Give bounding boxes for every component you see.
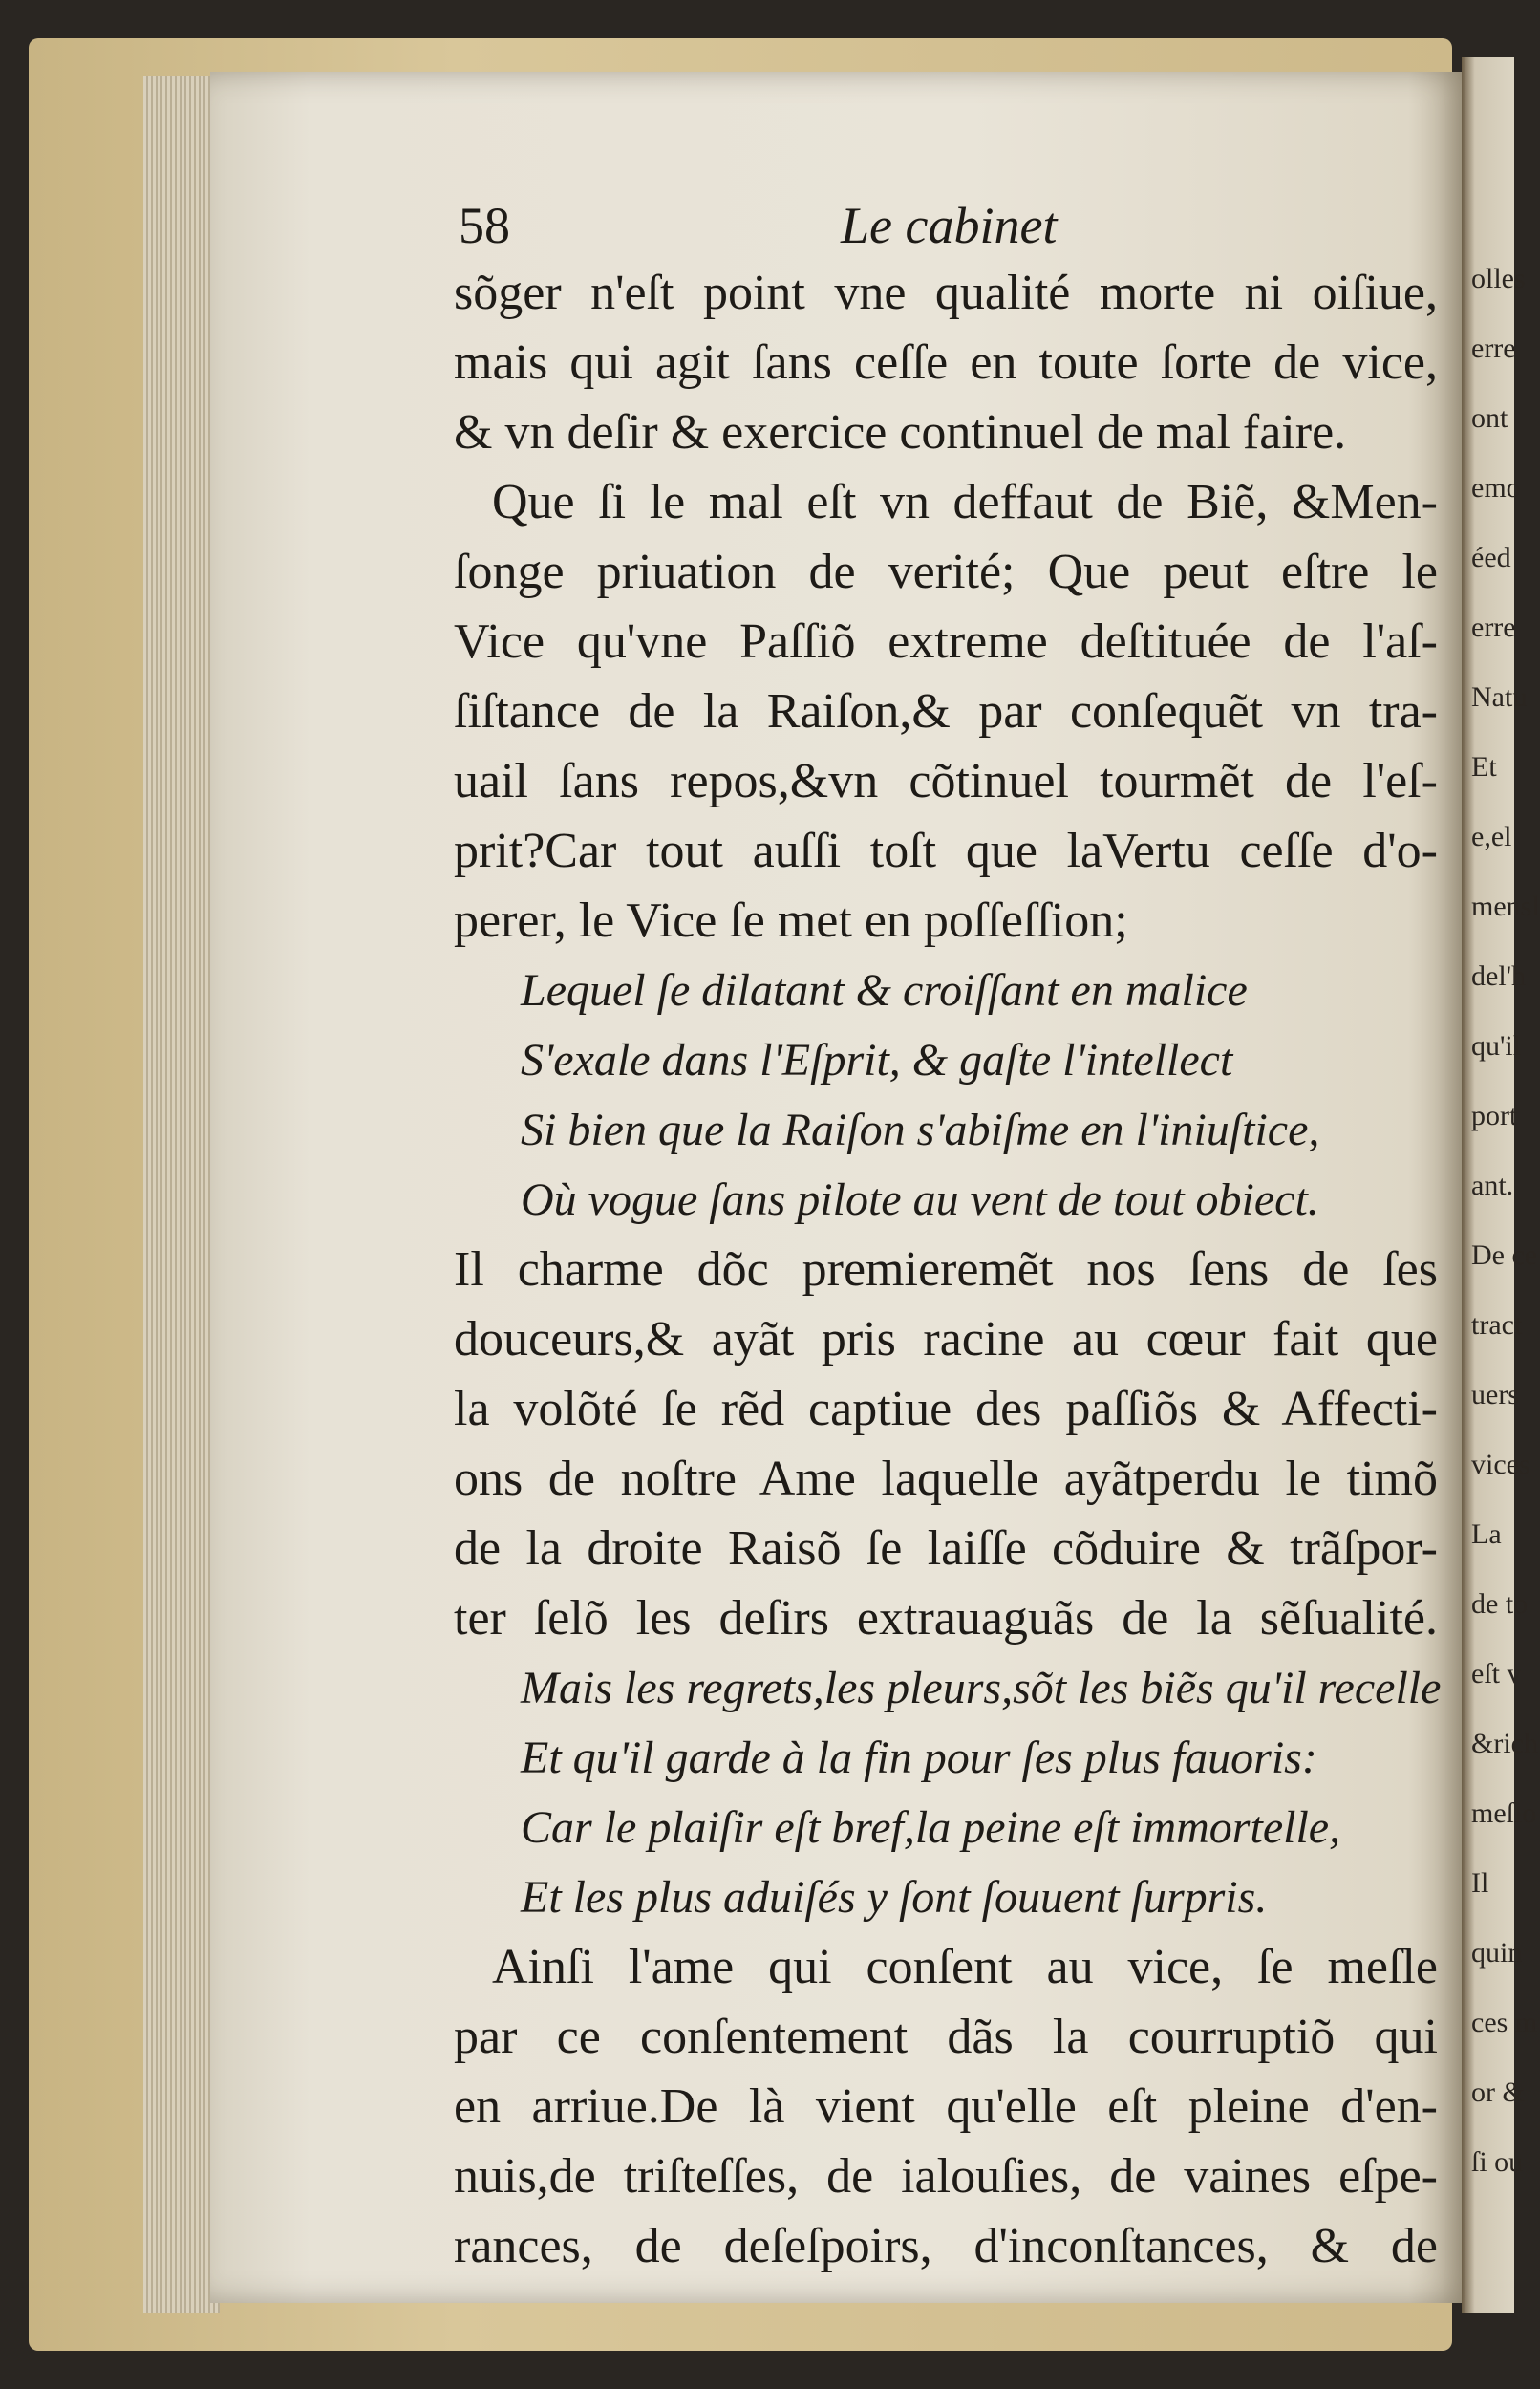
facing-page-fragment: Il [1471,1867,1489,1899]
text-line: nuis,de triſteſſes, de ialouſies, de vaines eſpe- [454,2149,1438,2204]
verse-line: Où vogue ſans pilote au vent de tout obiect. [521,1174,1319,1225]
facing-page-fragment: ant. [1471,1170,1514,1201]
facing-page-fragment: olles [1471,263,1526,294]
page-number: 58 [459,197,510,254]
text-line: perer, le Vice ſe met en poſſeſſion; [454,893,1128,948]
verse-line: Si bien que la Raiſon s'abiſme en l'iniuſtice, [521,1105,1320,1155]
verse-line: S'exale dans l'Eſprit, & gaſte l'intellect [521,1035,1233,1086]
verse-line: Mais les regrets,les pleurs,sõt les biẽs qu'il recelle [521,1663,1442,1713]
text-line: sõger n'eſt point vne qualité morte ni oiſiue, [454,266,1438,320]
page-edges [143,76,220,2313]
facing-page-fragment: De ce [1471,1239,1538,1271]
text-line: ſonge priuation de verité; Que peut eſtre le [454,545,1438,599]
text-line: ons de noſtre Ame laquelle ayãtperdu le timõ [454,1452,1438,1506]
facing-page-fragment: erre [1471,333,1516,364]
facing-page-fragment: tract [1471,1309,1523,1341]
verse-line: Et qu'il garde à la fin pour ſes plus fauoris: [521,1733,1317,1783]
facing-page-fragment: port [1471,1100,1518,1131]
text-line: de la droite Raisõ ſe laiſſe cõduire & trãſpor- [454,1521,1438,1576]
facing-page-fragment: ces m [1471,2007,1538,2038]
facing-page-fragment: emo [1471,472,1521,504]
facing-page-fragment: La [1471,1518,1502,1550]
text-line: uail ſans repos,&vn cõtinuel tourmẽt de l'eſ- [454,754,1438,808]
text-line: douceurs,& ayãt pris racine au cœur fait que [454,1312,1438,1367]
facing-page-fragment: quin [1471,1937,1523,1969]
text-line: Vice qu'vne Paſſiõ extreme deſtituée de l'aſ- [454,614,1438,669]
verse-line: Et les plus aduiſés y ſont ſouuent ſurpris. [521,1872,1268,1923]
text-line: en arriue.De là vient qu'elle eſt pleine d'en- [454,2079,1438,2134]
text-line: la volõté ſe rẽd captiue des paſſiõs & Affecti- [454,1382,1438,1436]
facing-page-fragment: éed [1471,542,1511,573]
facing-page-fragment: Natu [1471,681,1528,713]
text-line: Ainſi l'ame qui conſent au vice, ſe meſle [492,1940,1438,1994]
facing-page-fragment: uers [1471,1379,1519,1410]
facing-page-fragment: ſi ou [1471,2146,1524,2178]
text-line: par ce conſentement dãs la courruptiõ qui [454,2010,1438,2064]
text-line: Il charme dõc premieremẽt nos ſens de ſes [454,1242,1438,1297]
facing-page-fragment: &rich [1471,1728,1538,1759]
facing-page-fragment: vices [1471,1449,1530,1480]
facing-page-fragment: erre [1471,612,1516,643]
facing-page-fragment: qu'il [1471,1030,1522,1062]
facing-page-fragment: or & [1471,2077,1525,2108]
text-line: & vn deſir & exercice continuel de mal faire. [454,405,1347,460]
facing-page-fragment: de to [1471,1588,1529,1620]
running-head: Le cabinet [841,197,1058,254]
facing-page-fragment: mensl [1471,891,1540,922]
text-line: mais qui agit ſans ceſſe en toute ſorte de vice, [454,335,1438,390]
facing-page-fragment: Et [1471,751,1497,783]
page-text [454,258,1442,2281]
facing-page-fragment: e,el [1471,821,1512,852]
verse-line: Lequel ſe dilatant & croiſſant en malice [521,965,1248,1016]
text-line: rances, de deſeſpoirs, d'inconſtances, & de [454,2219,1438,2273]
facing-page-fragment: meſlo [1471,1797,1537,1829]
text-line: Que ſi le mal eſt vn deffaut de Biẽ, &Men- [492,475,1438,529]
facing-page-edge [1462,57,1540,2313]
facing-page-fragment: ont [1471,402,1508,434]
verse-line: Car le plaiſir eſt bref,la peine eſt immortelle, [521,1802,1341,1853]
facing-page-fragment: eſt v [1471,1658,1522,1690]
text-line: ter ſelõ les deſirs extrauaguãs de la sẽſualité. [454,1591,1438,1646]
text-line: prit?Car tout auſſi toſt que laVertu ceſſe d'o- [454,824,1438,878]
facing-page-fragment: del'h [1471,960,1527,992]
text-line: ſiſtance de la Raiſon,& par conſequẽt vn tra- [454,684,1438,739]
